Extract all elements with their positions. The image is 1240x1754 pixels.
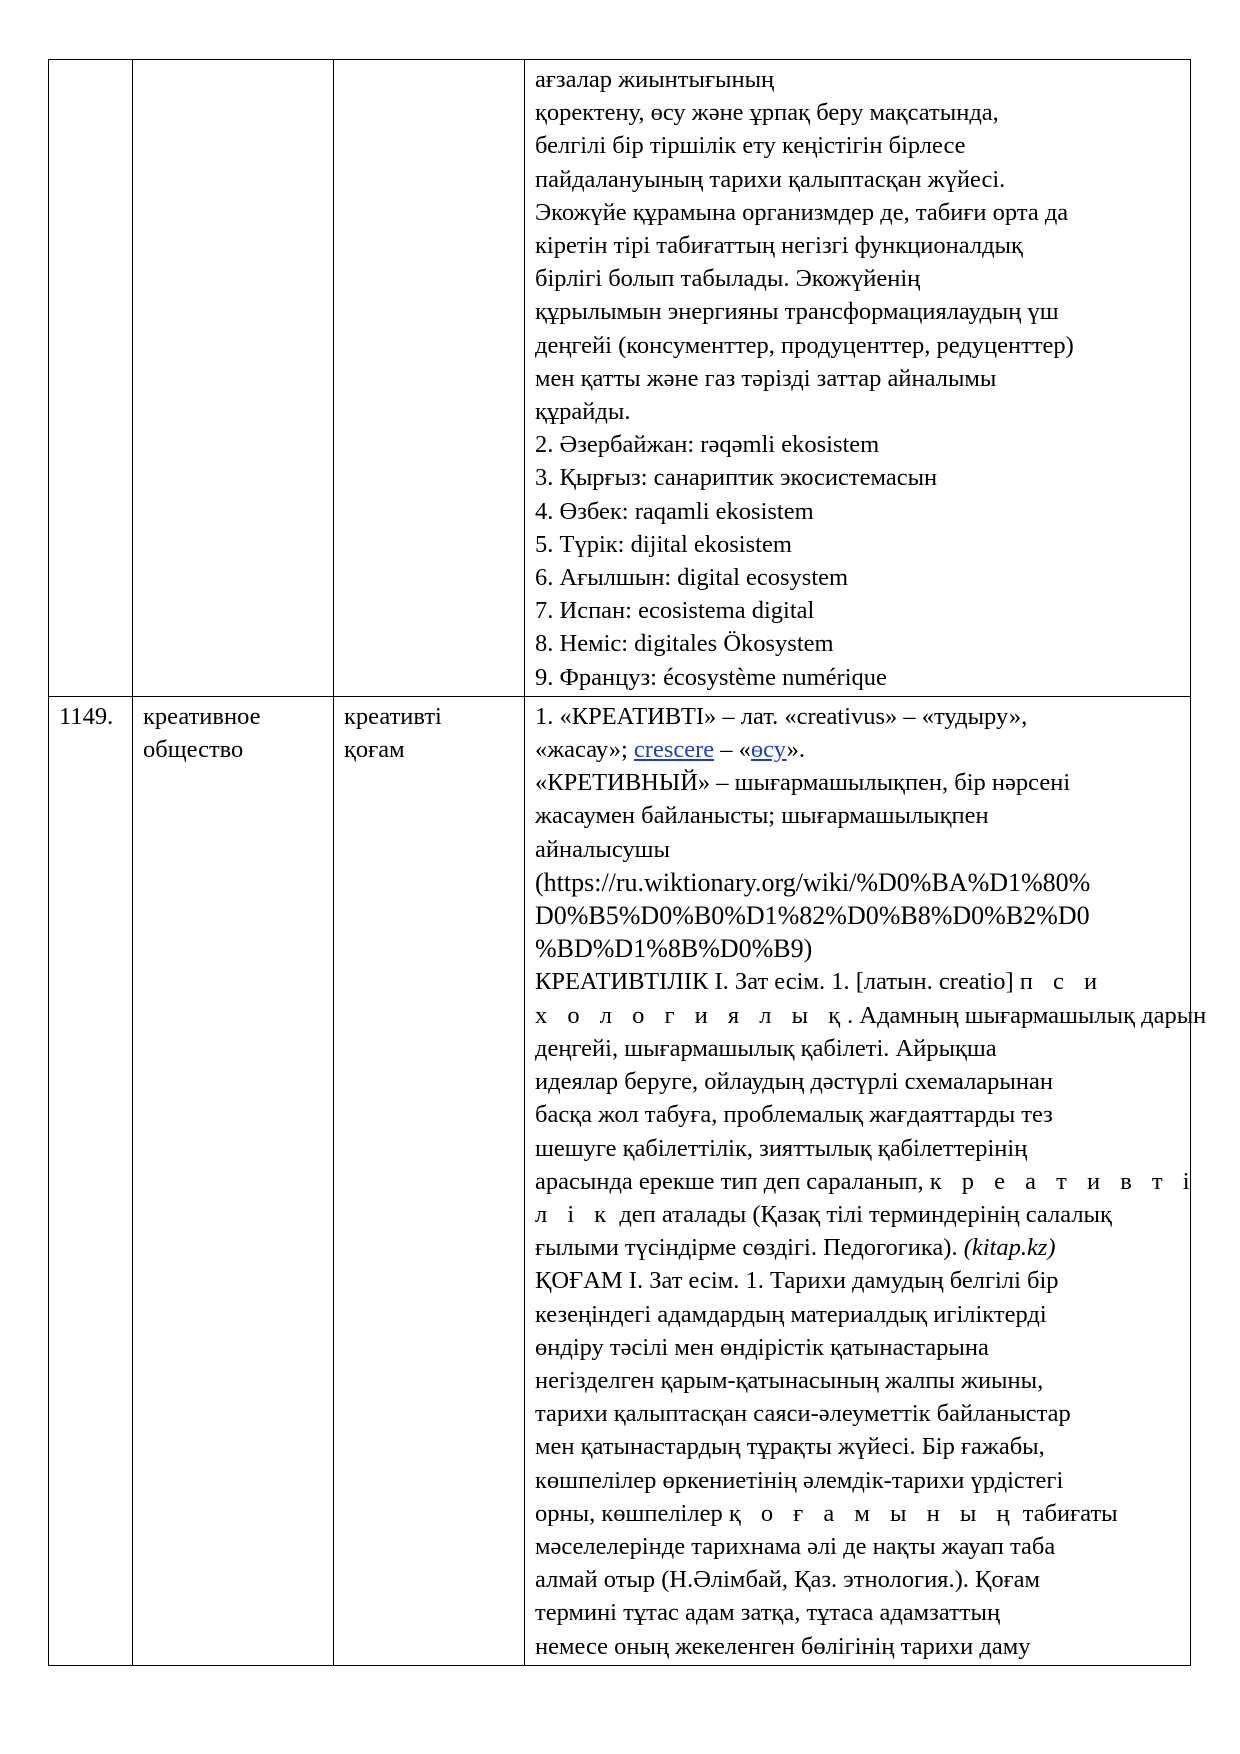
text-span: деп аталады (Қазақ тілі терминдерінің салалық [613,1200,1112,1228]
text-line: немесе оның жекеленген бөлігінің тарихи даму [535,1632,1031,1660]
translation-kyrgyz: 3. Қырғыз: санариптик экосистемасын [535,464,938,492]
text-line: деңгейі, шығармашылық қабілеті. Айрықша [535,1034,997,1062]
text-line: деңгейі (консументтер, продуценттер, редуценттер) [535,331,1074,359]
translation-french: 9. Француз: écosystème numérique [535,663,887,691]
ru-term-line: общество [143,736,244,764]
text-line: құрайды. [535,398,631,426]
definition-cell [525,60,1191,697]
text-line [535,1198,1184,1231]
source-citation: (kitap.kz) [963,1234,1056,1262]
etymology-text: ». [786,736,805,764]
text-line: бірлігі болып табылады. Экожүйенің [535,265,921,293]
table-row [49,696,1191,1665]
spaced-text: л і к [535,1200,614,1228]
kz-term-line: қоғам [344,736,405,764]
text-line: мен қатынастардың тұрақты жүйесі. Бір ғажабы, [535,1433,1045,1461]
etymology-text: «жасау»; [535,736,634,764]
text-line: алмай отыр (Н.Әлімбай, Қаз. этнология.). Қоғам [535,1566,1041,1594]
text-line: негізделген қарым-қатынасының жалпы жиыны, [535,1366,1044,1394]
translation-uzbek: 4. Өзбек: raqamli ekosistem [535,497,814,525]
text-line: кезеңіндегі адамдардың материалдық игіліктерді [535,1300,1047,1328]
text-line: көшпелілер өркениетінің әлемдік-тарихи үрдістегі [535,1466,1064,1494]
translation-azerbaijani: 2. Әзербайжан: rəqəmli ekosistem [535,431,880,459]
text-line: пайдалануының тарихи қалыптасқан жүйесі. [535,165,1006,193]
ru-term-cell [133,696,334,1665]
translation-english: 6. Ағылшын: digital ecosystem [535,564,849,592]
crescere-link[interactable]: crescere [633,736,715,764]
ru-term-cell [133,60,334,697]
translation-german: 8. Неміс: digitales Ökosystem [535,630,834,658]
text-line [535,999,1207,1032]
translation-turkish: 5. Түрік: dijital ekosistem [535,530,792,558]
text-line: басқа жол табуға, проблемалық жағдаяттарды тез [535,1101,1053,1129]
text-line: мәселелерінде тарихнама әлі де нақты жауап таба [535,1532,1056,1560]
text-line: белгілі бір тіршілік ету кеңістігін бірлесе [535,132,966,160]
spaced-text: п с и [1019,968,1105,996]
table-row [49,60,1191,697]
glossary-table [48,59,1207,1666]
text-line: Экожүйе құрамына организмдер де, табиғи орта да [535,198,1069,226]
text-span: ғылыми түсіндірме сөздігі. Педогогика). [535,1234,964,1262]
text-line: шешуге қабілеттілік, зияттылық қабілеттерінің [535,1134,1028,1162]
text-line: айналысушы [535,835,671,863]
etymology-line: 1. «КРЕАТИВТІ» – лат. «creativus» – «тудыру», [535,702,1028,730]
etymology-text: – « [714,736,751,764]
text-line [535,1231,1184,1264]
text-line: қоректену, өсу және ұрпақ беру мақсатында, [535,99,999,127]
text-line: тарихи қалыптасқан саяси-әлеуметтік байланыстар [535,1400,1071,1428]
number-cell [49,696,133,1665]
spaced-text: х о л о г и я л ы қ [535,1001,848,1029]
number-cell [49,60,133,697]
kz-term-cell [334,696,525,1665]
source-url-line: %BD%D1%8B%D0%B9) [535,934,813,964]
text-span: КРЕАТИВТІЛІК I. Зат есім. 1. [латын. creatio] [535,968,1020,996]
text-span: . Адамның шығармашылық дарын [847,1001,1207,1029]
etymology-line [535,733,1184,766]
text-line: құрылымын энергияны трансформациялаудың үш [535,298,1059,326]
text-line: мен қатты және газ тәрізді заттар айналымы [535,364,997,392]
text-line: ағзалар жиынтығының [535,66,775,93]
translation-spanish: 7. Испан: ecosistema digital [535,597,815,625]
definition-cell [525,696,1207,1665]
entry-number: 1149. [59,702,114,730]
text-span: табиғаты [1016,1499,1118,1527]
source-url-line: (https://ru.wiktionary.org/wiki/%D0%BA%D1%80% [535,867,1091,897]
text-line [535,1497,1184,1530]
text-line: «КРЕТИВНЫЙ» – шығармашылықпен, бір нәрсені [535,769,1071,797]
spaced-text: к р е а т и в т і [929,1167,1197,1195]
kz-term-cell [334,60,525,697]
text-line: өндіру тәсілі мен өндірістік қатынастарына [535,1333,989,1361]
kz-term-line: креативті [344,702,442,730]
ru-term-line: креативное [143,702,261,730]
spaced-text: қ о ғ а м ы н ы ң [728,1499,1017,1527]
text-span: арасында ерекше тип деп сараланып, [535,1167,930,1195]
text-line [535,1165,1197,1198]
source-url-line: D0%B5%D0%B0%D1%82%D0%B8%D0%B2%D0 [535,901,1090,931]
text-line: идеялар беруге, ойлаудың дәстүрлі схемаларынан [535,1068,1053,1096]
text-line: ҚОҒАМ I. Зат есім. 1. Тарихи дамудың белгілі бір [535,1267,1059,1295]
text-line [535,965,1184,998]
text-line: жасаумен байланысты; шығармашылықпен [535,802,989,830]
text-span: орны, көшпелілер [535,1499,729,1527]
text-line: кіретін тірі табиғаттың негізгі функционалдық [535,232,1023,260]
osu-link[interactable]: өсу [750,736,787,764]
text-line: термині тұтас адам затқа, тұтаса адамзаттың [535,1599,1001,1627]
